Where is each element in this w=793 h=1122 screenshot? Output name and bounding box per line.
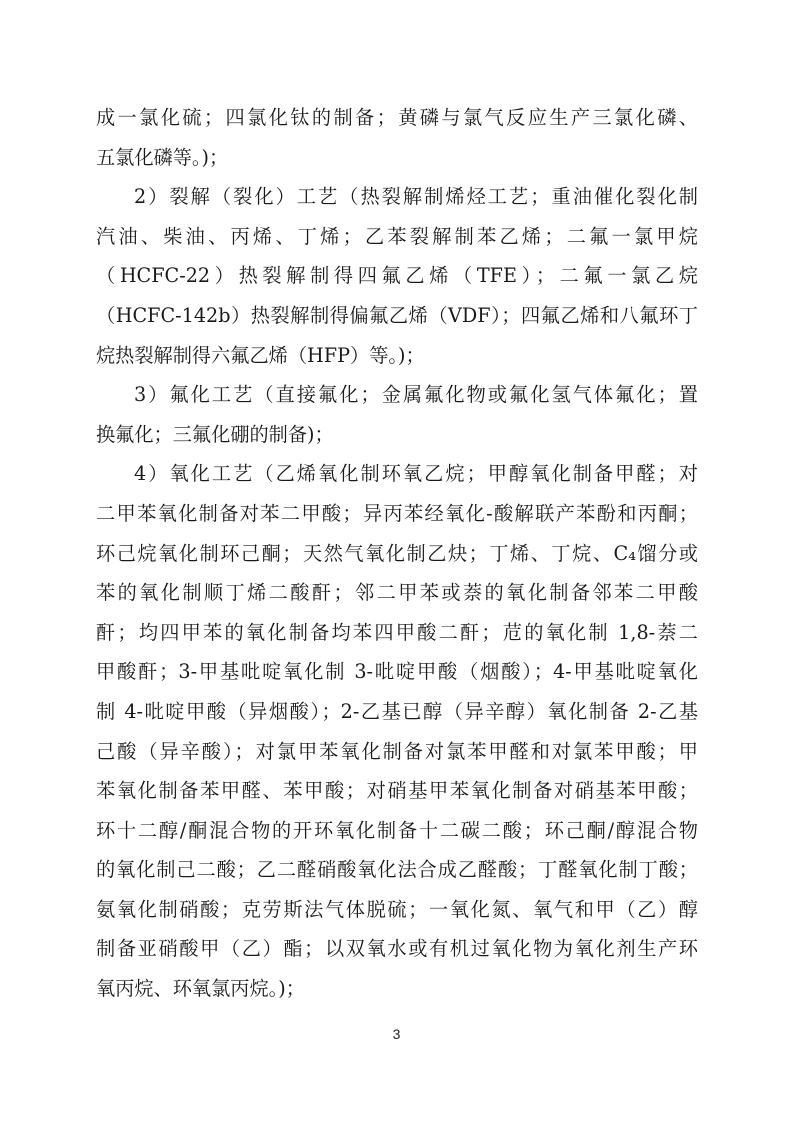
text-line: 环己烷氧化制环己酮；天然气氧化制乙炔；丁烯、丁烷、C₄馏分或 <box>96 541 698 565</box>
text-line: 制 4-吡啶甲酸（异烟酸）；2-乙基已醇（异辛醇）氧化制备 2-乙基 <box>96 699 698 723</box>
text-line: 氨氧化制硝酸；克劳斯法气体脱硫；一氧化氮、氧气和甲（乙）醇 <box>96 897 698 921</box>
text-line: 苯氧化制备苯甲醛、苯甲酸；对硝基甲苯氧化制备对硝基苯甲酸； <box>96 779 698 803</box>
text-line: （HCFC-142b）热裂解制得偏氟乙烯（VDF）；四氟乙烯和八氟环丁 <box>96 303 698 327</box>
text-line: 甲酸酐；3-甲基吡啶氧化制 3-吡啶甲酸（烟酸）；4-甲基吡啶氧化 <box>96 660 698 684</box>
text-line: 氧丙烷、环氧氯丙烷。)； <box>96 977 305 1001</box>
text-line: 成一氯化硫；四氯化钛的制备；黄磷与氯气反应生产三氯化磷、 <box>96 106 698 129</box>
document-body <box>96 98 698 1009</box>
text-line: 汽油、柴油、丙烯、丁烯；乙苯裂解制苯乙烯；二氟一氯甲烷 <box>96 224 698 248</box>
list-item-3-fluorination: 3）氟化工艺（直接氟化；金属氟化物或氟化氢气体氟化；置 <box>134 383 698 407</box>
text-line: 环十二醇/酮混合物的开环氧化制备十二碳二酸；环己酮/醇混合物 <box>96 818 698 842</box>
page-number: 3 <box>392 1026 401 1042</box>
text-line: 酐；均四甲苯的氧化制备均苯四甲酸二酐；苊的氧化制 1,8-萘二 <box>96 620 698 644</box>
text-line: 烷热裂解制得六氟乙烯（HFP）等。)； <box>96 343 425 367</box>
text-line: 苯的氧化制顺丁烯二酸酐；邻二甲苯或萘的氧化制备邻苯二甲酸 <box>96 581 698 605</box>
text-line: 换氟化；三氟化硼的制备)； <box>96 422 334 446</box>
list-item-4-oxidation: 4）氧化工艺（乙烯氧化制环氧乙烷；甲醇氧化制备甲醛；对 <box>134 462 698 486</box>
text-line: 的氧化制己二酸；乙二醛硝酸氧化法合成乙醛酸；丁醛氧化制丁酸； <box>96 858 698 882</box>
text-line: 五氯化磷等。)； <box>96 145 229 169</box>
text-line: 二甲苯氧化制备对苯二甲酸；异丙苯经氧化-酸解联产苯酚和丙酮； <box>96 501 698 525</box>
list-item-2-cracking: 2）裂解（裂化）工艺（热裂解制烯烃工艺；重油催化裂化制 <box>134 185 698 209</box>
text-line: 己酸（异辛酸）；对氯甲苯氧化制备对氯苯甲醛和对氯苯甲酸；甲 <box>96 739 698 763</box>
text-line: 制备亚硝酸甲（乙）酯；以双氧水或有机过氧化物为氧化剂生产环 <box>96 937 698 961</box>
text-line: （HCFC-22）热裂解制得四氟乙烯（TFE）；二氟一氯乙烷 <box>96 264 698 288</box>
